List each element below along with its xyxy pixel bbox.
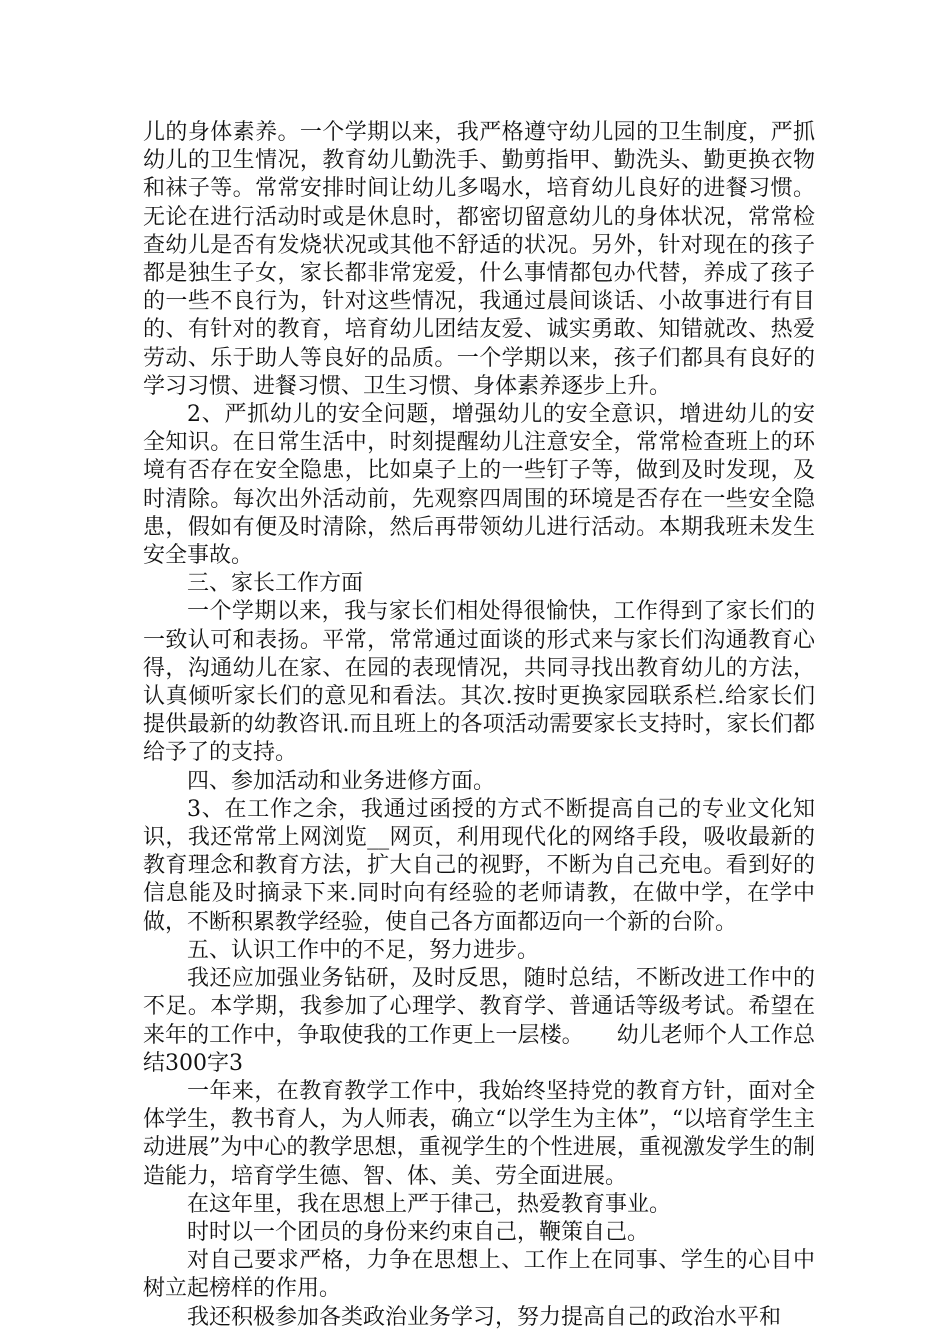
paragraph-shortcomings: 我还应加强业务钻研，及时反思，随时总结，不断改进工作中的不足。本学期，我参加了心理学、教育学、普通话等级考试。希望在来年的工作中，争取使我的工作更上一层楼。 幼儿老师个人工作总结300字3: [143, 966, 815, 1076]
paragraph-training: 3、在工作之余，我通过函授的方式不断提高自己的专业文化知识，我还常常上网浏览__网页，利用现代化的网络手段，吸收最新的教育理念和教育方法，扩大自己的视野，不断为自己充电。看到好的信息能及时摘录下来.同时向有经验的老师请教，在做中学，在学中做，不断积累教学经验，使自己各方面都迈向一个新的台阶。: [143, 796, 815, 935]
section-heading-parents: 三、家长工作方面: [187, 571, 364, 597]
section-heading-shortcomings: 五、认识工作中的不足，努力进步。: [187, 937, 540, 963]
paragraph-teaching-philosophy: 一年来，在教育教学工作中，我始终坚持党的教育方针，面对全体学生，教书育人，为人师表，确立“以学生为主体”，“以培育学生主动进展”为中心的教学思想，重视学生的个性进展，重视激发学生的制造能力，培育学生德、智、体、美、劳全面进展。: [143, 1078, 815, 1189]
document-body: [143, 119, 815, 1332]
section-heading-training: 四、参加活动和业务进修方面。: [187, 768, 496, 794]
paragraph-strict-requirements: 对自己要求严格，力争在思想上、工作上在同事、学生的心目中树立起榜样的作用。: [143, 1248, 815, 1302]
paragraph-body-health: 儿的身体素养。一个学期以来，我严格遵守幼儿园的卫生制度，严抓幼儿的卫生情况，教育幼儿勤洗手、勤剪指甲、勤洗头、勤更换衣物和袜子等。常常安排时间让幼儿多喝水，培育幼儿良好的进餐习惯。无论在进行活动时或是休息时，都密切留意幼儿的身体状况，常常检查幼儿是否有发烧状况或其他不舒适的状况。另外，针对现在的孩子都是独生子女，家长都非常宠爱，什么事情都包办代替，养成了孩子的一些不良行为，针对这些情况，我通过晨间谈话、小故事进行有目的、有针对的教育，培育幼儿团结友爱、诚实勇敢、知错就改、热爱劳动、乐于助人等良好的品质。一个学期以来，孩子们都具有良好的学习习惯、进餐习惯、卫生习惯、身体素养逐步上升。: [143, 120, 815, 399]
paragraph-political-study: 我还积极参加各类政治业务学习，努力提高自己的政治水平和: [187, 1304, 782, 1330]
paragraph-parents: 一个学期以来，我与家长们相处得很愉快，工作得到了家长们的一致认可和表扬。平常，常常通过面谈的形式来与家长们沟通教育心得，沟通幼儿在家、在园的表现情况，共同寻找出教育幼儿的方法，认真倾听家长们的意见和看法。其次.按时更换家园联系栏.给家长们提供最新的幼教咨讯.而且班上的各项活动需要家长支持时，家长们都给予了的支持。: [143, 599, 815, 766]
paragraph-self-discipline: 在这年里，我在思想上严于律己，热爱教育事业。: [187, 1191, 672, 1217]
paragraph-safety: 2、严抓幼儿的安全问题，增强幼儿的安全意识，增进幼儿的安全知识。在日常生活中，时刻提醒幼儿注意安全，常常检查班上的环境有否存在安全隐患，比如桌子上的一些钉子等，做到及时发现，及时清除。每次出外活动前，先观察四周围的环境是否存在一些安全隐患，假如有便及时清除，然后再带领幼儿进行活动。本期我班未发生安全事故。: [143, 402, 815, 569]
paragraph-member-identity: 时时以一个团员的身份来约束自己，鞭策自己。: [187, 1219, 650, 1245]
